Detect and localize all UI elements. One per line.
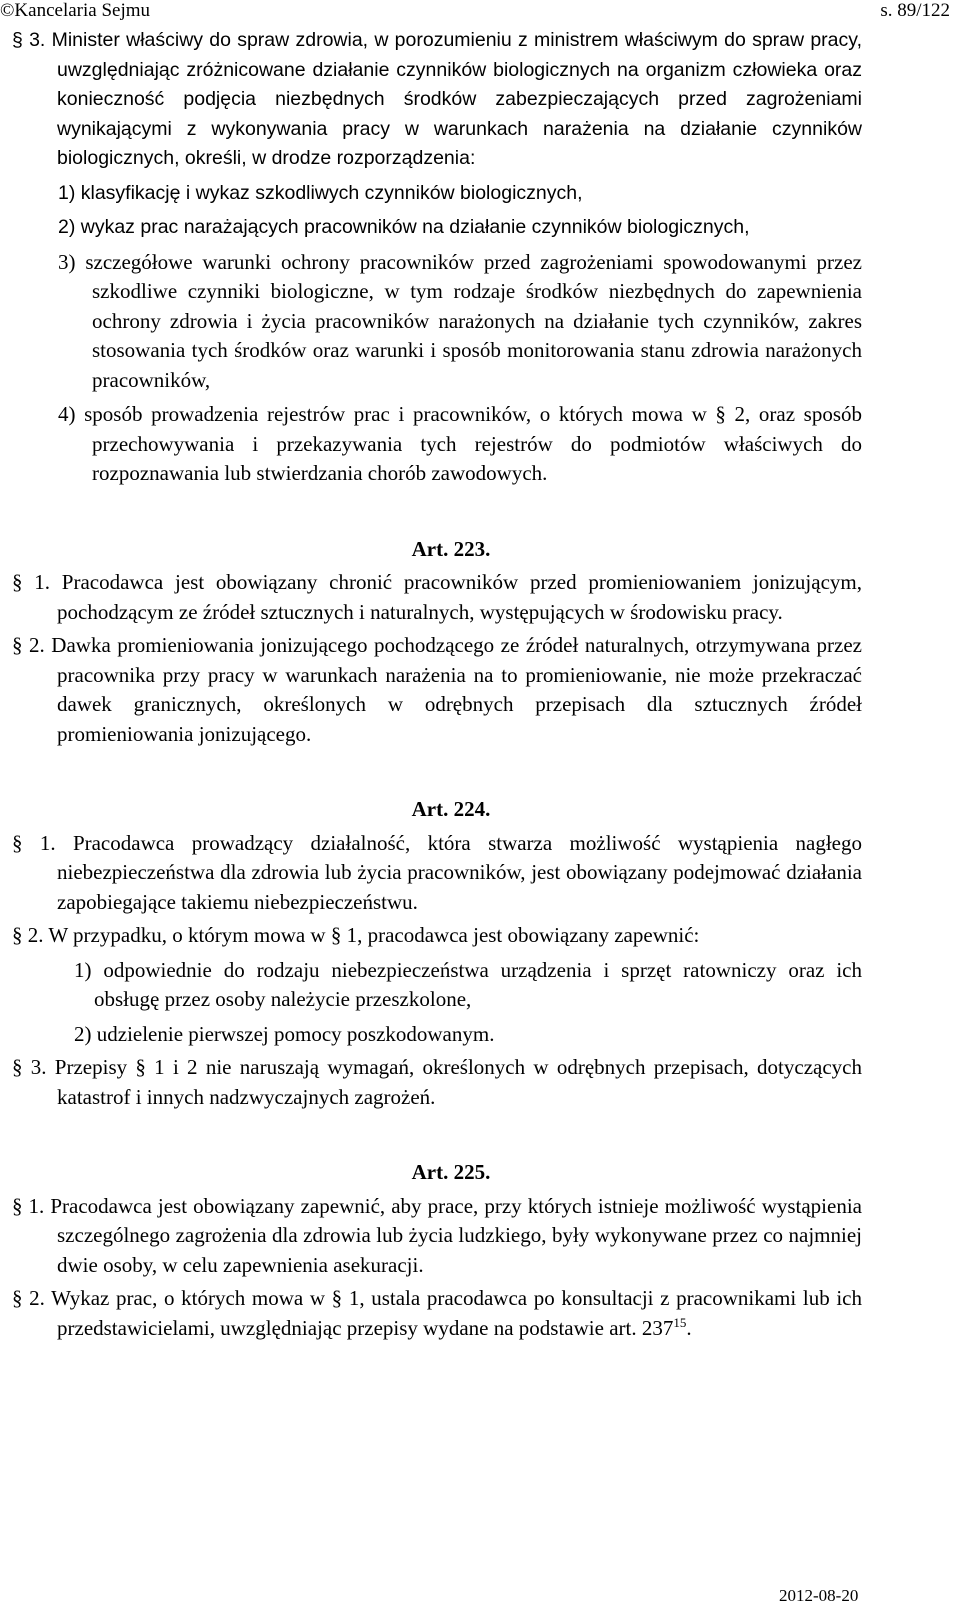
header-source: ©Kancelaria Sejmu: [0, 0, 151, 21]
art-224-item-1: 1) odpowiednie do rodzaju niebezpieczeństwa urządzenia i sprzęt ratowniczy oraz ich obsługę przez osoby należycie przeszkolone,: [74, 957, 862, 1011]
section-3-item-3: 3) szczegółowe warunki ochrony pracowników przed zagrożeniami spowodowanymi przez szkodliwe czynniki biologiczne, w tym rodzaje środków niezbędnych do zapewnienia ochrony zdrowia i życia pracowników narażonych na działanie tych czynników, zakres stosowania tych środków oraz warunki i sposób monitorowania stanu zdrowia narażonych pracowników,: [58, 249, 862, 392]
header-page-number: s. 89/122: [880, 0, 950, 21]
section-3-lead: § 3. Minister właściwy do spraw zdrowia, w porozumieniu z ministrem właściwym do spraw pracy, uwzględniając zróżnicowane działanie czynników biologicznych na organizm człowieka oraz konieczność podjęcia niezbędnych środków zabezpieczających przed zagrożeniami wynikającymi z wykonywania pracy w warunkach narażenia na działanie czynników biologicznych, określi, w drodze rozporządzenia:: [12, 29, 862, 169]
section-3-item-2: 2) wykaz prac narażających pracowników na działanie czynników biologicznych,: [58, 216, 750, 238]
art-223-par-2: § 2. Dawka promieniowania jonizującego pochodzącego ze źródeł naturalnych, otrzymywana przez pracownika przy pracy w warunkach narażenia na to promieniowanie, nie może przekraczać dawek granicznych, określonych w odrębnych przepisach dla sztucznych źródeł promieniowania jonizującego.: [12, 633, 862, 746]
art-223-par-1: § 1. Pracodawca jest obowiązany chronić pracowników przed promieniowaniem jonizującym, pochodzącym ze źródeł sztucznych i naturalnych, występujących w środowisku pracy.: [12, 570, 862, 624]
footnote-ref[interactable]: 15: [673, 1314, 687, 1330]
art-225-par-1: § 1. Pracodawca jest obowiązany zapewnić, aby prace, przy których istnieje możliwość wystąpienia szczególnego zagrożenia dla zdrowia lub życia ludzkiego, były wykonywane przez co najmniej dwie osoby, w celu zapewnienia asekuracji.: [12, 1193, 862, 1277]
art-224-par-1: § 1. Pracodawca prowadzący działalność, która stwarza możliwość wystąpienia nagłego niebezpieczeństwa dla zdrowia lub życia pracowników, jest obowiązany podejmować działania zapobiegające takiemu niebezpieczeństwu.: [12, 830, 862, 914]
section-3-item-4: 4) sposób prowadzenia rejestrów prac i pracowników, o których mowa w § 2, oraz sposób przechowywania i przekazywania tych rejestrów do podmiotów właściwych do rozpoznawania lub stwierdzania chorób zawodowych.: [58, 402, 862, 485]
document-body: [12, 26, 862, 1343]
art-224-par-3: § 3. Przepisy § 1 i 2 nie naruszają wymagań, określonych w odrębnych przepisach, dotyczących katastrof i innych nadzwyczajnych zagrożeń.: [12, 1055, 862, 1109]
art-225-par-2-end: .: [686, 1315, 692, 1340]
art-223-title: Art. 223.: [411, 536, 491, 561]
art-224-title: Art. 224.: [411, 797, 491, 821]
art-225-par-2: [12, 1284, 862, 1343]
section-3-item-1: 1) klasyfikację i wykaz szkodliwych czynników biologicznych,: [58, 181, 583, 204]
art-225-title: Art. 225.: [411, 1160, 491, 1184]
art-225-par-2-text: § 2. Wykaz prac, o których mowa w § 1, ustala pracodawca po konsultacji z pracownikami lub ich przedstawicielami, uwzględniając przepisy wydane na podstawie art. 237: [12, 1286, 862, 1340]
footer-date: 2012-08-20: [779, 1586, 859, 1605]
art-224-item-2: 2) udzielenie pierwszej pomocy poszkodowanym.: [74, 1021, 495, 1046]
art-224-par-2: § 2. W przypadku, o którym mowa w § 1, pracodawca jest obowiązany zapewnić:: [12, 923, 700, 947]
